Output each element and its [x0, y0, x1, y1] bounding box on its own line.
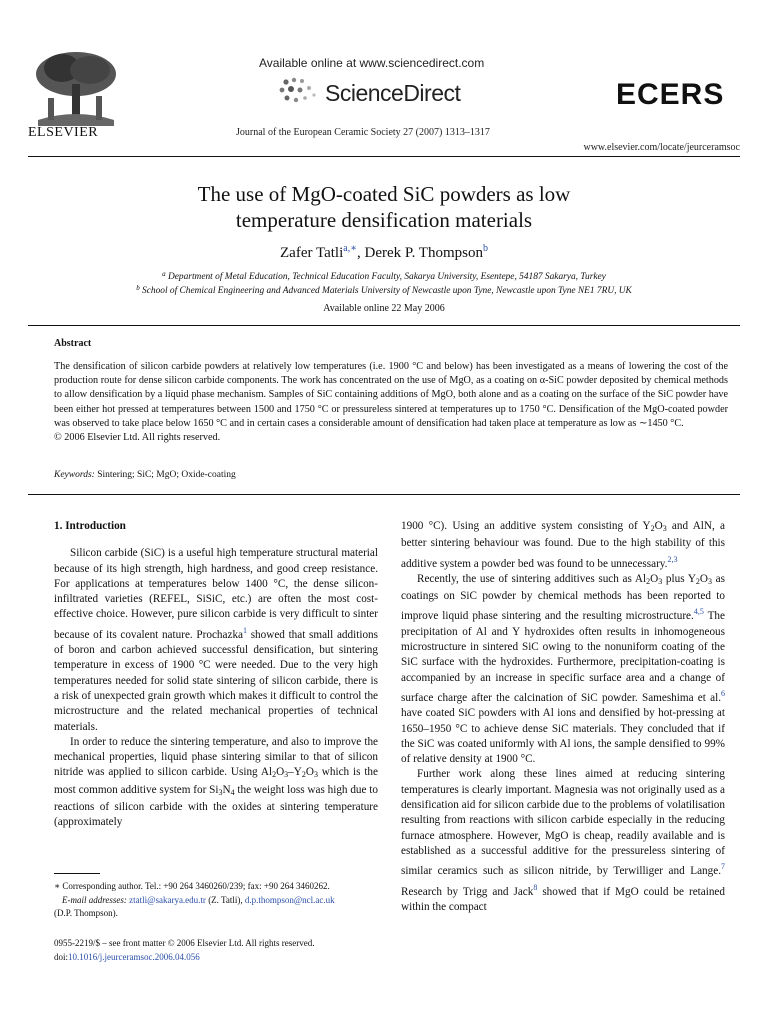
journal-url[interactable]: www.elsevier.com/locate/jeurceramsoc — [583, 142, 740, 153]
affiliation-b-mark: b — [136, 284, 140, 292]
affiliation-b — [0, 284, 768, 296]
corresponding-author-footnote: ∗ Corresponding author. Tel.: +90 264 3460260/239; fax: +90 264 3460262. E-mail addresses: ztatli@sakarya.edu.tr (Z. Tatli), d.p.thompson@ncl.ac.uk (D.P. Thompson). — [54, 880, 384, 921]
citation-4-5[interactable]: 4,5 — [693, 607, 704, 617]
citation-8[interactable]: 8 — [533, 882, 538, 892]
email-link-thompson[interactable]: d.p.thompson@ncl.ac.uk — [244, 894, 335, 905]
abstract-text: The densification of silicon carbide powders at relatively low temperatures (i.e. 1900 °C and below) has been investigated as a means of lowering the cost of the production route for dense silicon carbide components. The work has concentrated on the use of MgO, as a coating on α-SiC powder deposited by chemical methods to allow densification by a liquid phase mechanism. Samples of SiC containing additions of MgO, both alone and as a coating on the surface of the SiC powder have been either hot pressed at temperatures between 1500 and 1750 °C or pressureless sintered at temperatures up to 1750 °C. Densification of the MgO-coated powder was observed to take place below 1650 °C and in certain cases a considerable amount of densification had taken place at temperature as low as ∼1450 °C. — [54, 361, 728, 429]
author-1-affil-mark[interactable]: a,∗ — [343, 243, 357, 254]
abstract-bottom-divider — [28, 494, 740, 495]
email-link-tatli[interactable]: ztatli@sakarya.edu.tr — [129, 894, 206, 905]
elsevier-tree-logo-icon — [28, 48, 124, 126]
section-heading-introduction: 1. Introduction — [54, 520, 126, 532]
affiliation-a — [0, 270, 768, 282]
author-separator: , — [357, 245, 365, 261]
footnote-contact: Corresponding author. Tel.: +90 264 3460260/239; fax: +90 264 3460262. — [60, 881, 330, 891]
available-online-banner: Available online at www.sciencedirect.com — [259, 56, 485, 70]
abstract-copyright: © 2006 Elsevier Ltd. All rights reserved. — [54, 432, 221, 444]
title-line-2: temperature densification materials — [235, 208, 533, 232]
citation-1[interactable]: 1 — [243, 625, 247, 635]
author-1: Zafer Tatli — [280, 245, 344, 261]
author-2: Derek P. Thompson — [364, 245, 483, 261]
affiliation-b-text: School of Chemical Engineering and Advanced Materials University of Newcastle upon Tyne, Newcastle upon Tyne NE1 7RU, UK — [142, 286, 632, 296]
keywords-value: Sintering; SiC; MgO; Oxide-coating — [97, 470, 236, 480]
footnote-thompson-name: (D.P. Thompson). — [54, 908, 118, 918]
left-column — [54, 519, 378, 831]
sciencedirect-dots-icon — [278, 76, 320, 106]
abstract-top-divider — [28, 325, 740, 326]
sciencedirect-wordmark: ScienceDirect — [325, 80, 461, 106]
citation-7[interactable]: 7 — [721, 862, 725, 872]
ecers-logo: ECERS — [616, 78, 725, 111]
affiliation-a-mark: a — [162, 270, 166, 278]
publisher-name: ELSEVIER — [28, 125, 99, 140]
issn-line: 0955-2219/$ – see front matter © 2006 Elsevier Ltd. All rights reserved. — [54, 938, 315, 948]
abstract-heading: Abstract — [54, 338, 92, 349]
citation-6[interactable]: 6 — [721, 688, 725, 698]
keywords-label: Keywords: — [54, 470, 95, 480]
footnote-star: ∗ — [54, 881, 61, 891]
sciencedirect-logo — [278, 72, 478, 112]
right-paragraph-3: Further work along these lines aimed at reducing sintering temperatures is clearly important. Magnesia was not originally used as a densification aid for silicon carbide due to the problems of volatilisation resulting from reactions with silicon carbide especially in the reducing furnace atmosphere. However, MgO is cheap, readily available and is established as a successful additive for the pressureless sintering of similar ceramics such as silicon nitride, by Terwilliger and Lange.$^7$ Research by Trigg and Jack$^8$ showed that if MgO could be retained within the compact — [401, 768, 725, 913]
abstract-body — [54, 360, 728, 445]
email-label: E-mail addresses: — [62, 894, 127, 905]
available-online-date: Available online 22 May 2006 — [323, 303, 445, 314]
doi-link[interactable]: 10.1016/j.jeurceramsoc.2006.04.056 — [68, 951, 200, 962]
right-paragraph-1: 1900 °C). Using an additive system consisting of $Y_2O_3$ and AlN, a better sintering behaviour was found. Due to the high stability of this additive system a powder bed was found to be unnecessary.$^{2,3}$ — [401, 520, 725, 570]
right-column — [401, 519, 725, 915]
intro-paragraph-2: In order to reduce the sintering temperature, and also to improve the mechanical properties, liquid phase sintering similar to that of silicon nitride was applied to silicon carbide. Using $Al_2O_3-Y_2O_3$ which is the most common additive system for $Si_3N_4$ the weight loss was high due to reactions of silicon carbide with the oxides at sintering temperature (approximately — [54, 735, 378, 829]
paper-title — [0, 181, 768, 233]
citation-2-3[interactable]: 2,3 — [667, 554, 678, 564]
intro-paragraph-1: Silicon carbide (SiC) is a useful high temperature structural material because of its high strength, high hardness, and good creep resistance. For applications at temperatures below 1400 °C, the dense silicon-infiltrated varieties (REFEL, SiSiC, etc.) are often the most cost-effective choice. However, pure silicon carbide is very difficult to sinter because of its covalent nature. Prochazka$^1$ showed that small additions of boron and carbon achieved successful densification, but sintering temperature in excess of 1900 °C were needed. Due to the very high temperatures needed for solid state sintering of silicon carbide, there is a risk of unexpected grain growth which makes it difficult to control the microstructure and the related mechanical properties of technical materials. — [54, 547, 378, 733]
footnote-divider — [54, 873, 100, 874]
keywords — [54, 470, 236, 480]
header-divider — [28, 156, 740, 157]
journal-reference: Journal of the European Ceramic Society 27 (2007) 1313–1317 — [236, 127, 490, 138]
author-2-affil-mark[interactable]: b — [482, 243, 488, 254]
title-line-1: The use of MgO-coated SiC powders as low — [197, 182, 571, 206]
right-paragraph-2: Recently, the use of sintering additives such as $Al_2O_3$ plus $Y_2O_3$ as coatings on SiC powder by chemical methods has been reported to improve liquid phase sintering and the resulting microstructure.$^{4,5}$ The precipitation of Al and Y hydroxides often results in inhomogeneous microstructure in sintered SiC owing to the nonuniform coating of the SiC surface with the hydroxides. Furthermore, precipitation-coating is accompanied by an increase in specific surface area and a change of surface charge after the calcination of SiC powder. Sameshima et al.$^6$ have coated SiC powders with Al ions and densified by hot-pressing at 1650–1950 °C to achieve dense SiC materials. They concluded that if the SiC was coated uniformly with Al ions, the sample densified to 99% of relative density at 1900 °C. — [401, 572, 725, 766]
affiliation-a-text: Department of Metal Education, Technical Education Faculty, Sakarya University, Esentepe, 54187 Sakarya, Turkey — [168, 272, 606, 282]
authors — [0, 243, 768, 262]
issn-doi-block: 0955-2219/$ – see front matter © 2006 Elsevier Ltd. All rights reserved. doi:10.1016/j.jeurceramsoc.2006.04.056 — [54, 938, 315, 962]
